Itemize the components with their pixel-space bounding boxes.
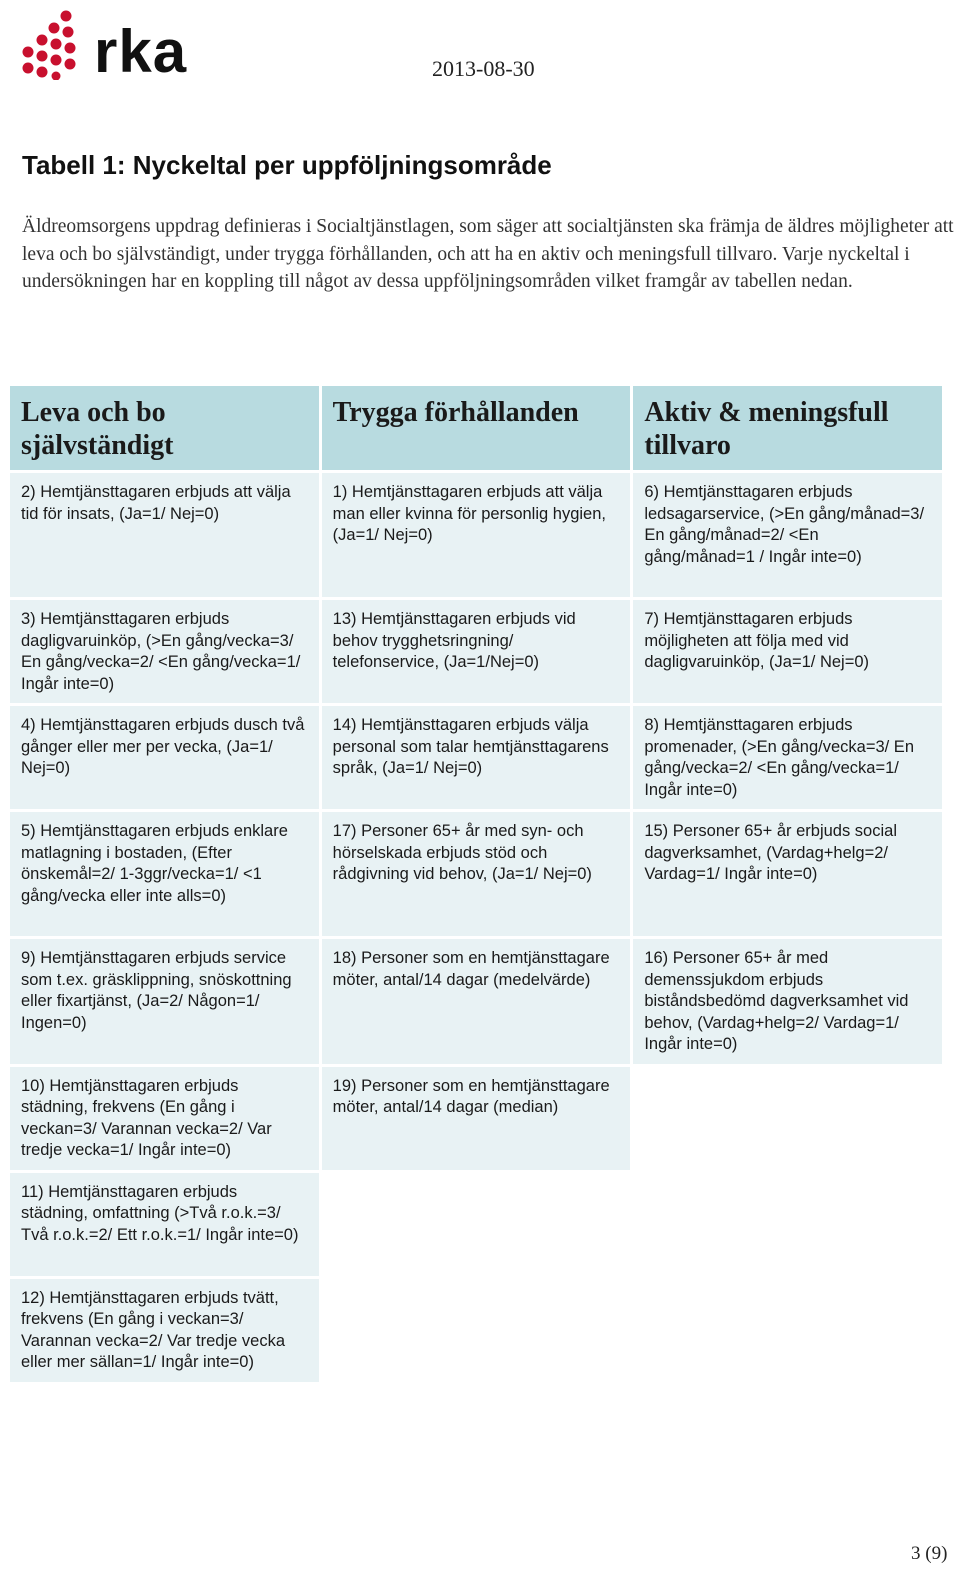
document-date: 2013-08-30 [432,56,535,81]
table-row [10,1279,942,1382]
table-cell: 18) Personer som en hemtjänsttagare möter, antal/14 dagar (medelvärde) [322,939,631,1064]
table-cell: 10) Hemtjänsttagaren erbjuds städning, frekvens (En gång i veckan=3/ Varannan vecka=2/ Var tredje vecka=1/ Ingår inte=0) [10,1067,319,1170]
table-header-row [10,386,942,470]
table-row [10,473,942,597]
table-title: Tabell 1: Nyckeltal per uppföljningsområde [22,150,552,180]
table-cell: 14) Hemtjänsttagaren erbjuds välja personal som talar hemtjänsttagarens språk, (Ja=1/ Nej=0) [322,706,631,809]
column-header-trygga-forhallanden: Trygga förhållanden [322,386,631,470]
table-row [10,812,942,936]
table-cell: 13) Hemtjänsttagaren erbjuds vid behov trygghetsringning/ telefonservice, (Ja=1/Nej=0) [322,600,631,703]
table-cell: 4) Hemtjänsttagaren erbjuds dusch två gånger eller mer per vecka, (Ja=1/ Nej=0) [10,706,319,809]
table-cell: 11) Hemtjänsttagaren erbjuds städning, omfattning (>Två r.o.k.=3/ Två r.o.k.=2/ Ett r.o.k.=1/ Ingår inte=0) [10,1173,319,1276]
table-cell: 17) Personer 65+ år med syn- och hörselskada erbjuds stöd och rådgivning vid behov, (Ja=1/ Nej=0) [322,812,631,936]
page-header [0,0,960,100]
table-row [10,1067,942,1170]
rka-logo [18,8,188,85]
logo-dot-mark-icon [18,8,78,80]
table-cell [633,1067,942,1170]
table-cell [633,1173,942,1276]
table-cell: 8) Hemtjänsttagaren erbjuds promenader, (>En gång/vecka=3/ En gång/vecka=2/ <En gång/vecka=1/ Ingår inte=0) [633,706,942,809]
column-header-aktiv-meningsfull: Aktiv & meningsfull tillvaro [633,386,942,470]
table-cell: 1) Hemtjänsttagaren erbjuds att välja man eller kvinna för personlig hygien, (Ja=1/ Nej=0) [322,473,631,597]
table-row [10,1173,942,1276]
table-cell: 3) Hemtjänsttagaren erbjuds dagligvaruinköp, (>En gång/vecka=3/ En gång/vecka=2/ <En gång/vecka=1/ Ingår inte=0) [10,600,319,703]
kpi-table [7,383,945,1385]
table-cell: 5) Hemtjänsttagaren erbjuds enklare matlagning i bostaden, (Efter önskemål=2/ 1-3ggr/vecka=1/ <1 gång/vecka eller inte alls=0) [10,812,319,936]
table-cell: 7) Hemtjänsttagaren erbjuds möjligheten att följa med vid dagligvaruinköp, (Ja=1/ Nej=0) [633,600,942,703]
table-cell [633,1279,942,1382]
table-row [10,939,942,1064]
logo-wordmark: rka [94,18,188,85]
intro-paragraph: Äldreomsorgens uppdrag definieras i Socialtjänstlagen, som säger att socialtjänsten ska främja de äldres möjligheter att leva och bo självständigt, under trygga förhållanden, och att ha en aktiv och meningsfull tillvaro. Varje nyckeltal i undersökningen har en koppling till något av dessa uppföljningsområden vilket framgår av tabellen nedan. [22,216,954,292]
table-row [10,600,942,703]
table-cell: 12) Hemtjänsttagaren erbjuds tvätt, frekvens (En gång i veckan=3/ Varannan vecka=2/ Var tredje vecka eller mer sällan=1/ Ingår inte=0) [10,1279,319,1382]
table-cell: 16) Personer 65+ år med demenssjukdom erbjuds biståndsbedömd dagverksamhet vid behov, (Vardag+helg=2/ Vardag=1/ Ingår inte=0) [633,939,942,1064]
page-number: 3 (9) [911,1543,948,1564]
table-cell: 15) Personer 65+ år erbjuds social dagverksamhet, (Vardag+helg=2/ Vardag=1/ Ingår inte=0) [633,812,942,936]
column-header-leva-och-bo: Leva och bo självständigt [10,386,319,470]
table-cell: 19) Personer som en hemtjänsttagare möter, antal/14 dagar (median) [322,1067,631,1170]
table-cell [322,1173,631,1276]
table-row [10,706,942,809]
table-cell [322,1279,631,1382]
table-cell: 6) Hemtjänsttagaren erbjuds ledsagarservice, (>En gång/månad=3/ En gång/månad=2/ <En gång/månad=1 / Ingår inte=0) [633,473,942,597]
table-cell: 2) Hemtjänsttagaren erbjuds att välja tid för insats, (Ja=1/ Nej=0) [10,473,319,597]
table-cell: 9) Hemtjänsttagaren erbjuds service som t.ex. gräsklippning, snöskottning eller fixartjänst, (Ja=2/ Någon=1/ Ingen=0) [10,939,319,1064]
